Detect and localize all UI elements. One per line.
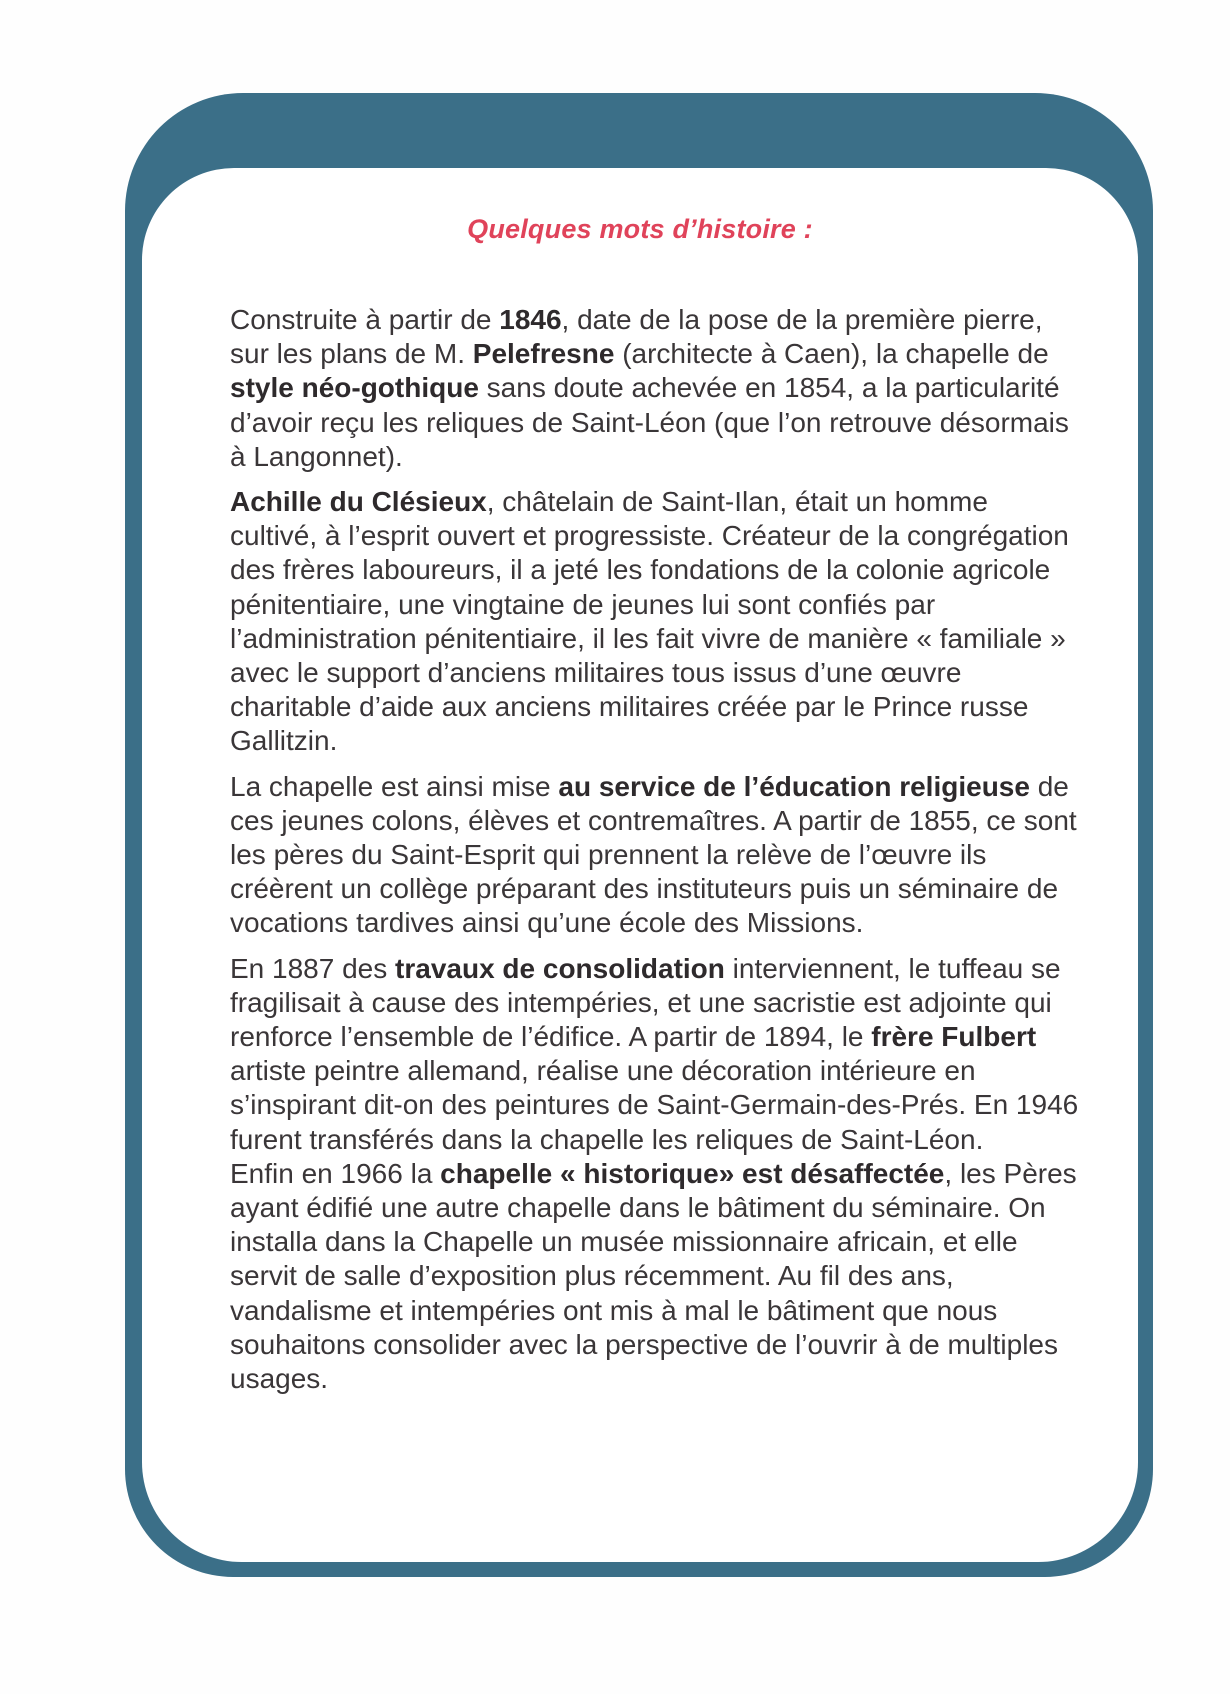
emphasized-text: 1846: [499, 304, 562, 335]
body-text: interviennent, le tuffeau se fragilisait à cause des intempéries, et une sacristie est adjointe qui renforce l’ensemble de l’édifice. A partir de 1894, le: [230, 952, 1061, 1053]
paragraph-construction: [230, 303, 1080, 474]
emphasized-text: Pelefresne: [472, 338, 615, 370]
paragraph-religious-education: [230, 770, 1080, 941]
body-text: (architecte à Caen), la chapelle de: [614, 338, 1049, 370]
section-title: Quelques mots d’histoire :: [467, 214, 813, 244]
body-text: sans doute achevée en 1854, a la particularité d’avoir reçu les reliques de Saint-Léon (que l’on retrouve désormais à Langonnet).: [230, 372, 1069, 472]
body-text: En 1887 des: [230, 952, 396, 984]
paragraph-consolidation-works: [230, 952, 1080, 1157]
body-text: , date de la pose de la première pierre, sur les plans de M.: [230, 304, 1043, 370]
body-text: Construite à partir de: [230, 304, 500, 335]
paragraph-deconsecration: [230, 1157, 1080, 1396]
emphasized-text: chapelle « historique» est désaffectée: [440, 1157, 945, 1189]
emphasized-text: frère Fulbert: [871, 1021, 1037, 1053]
body-text: de ces jeunes colons, élèves et contremaîtres. A partir de 1855, ce sont les pères du Saint-Esprit qui prennent la relève de l’œuvre ils créèrent un collège préparant des instituteurs puis un séminaire de vocations tardives ainsi qu’une école des Missions.: [230, 770, 1077, 939]
paragraph-achille-du-clesieux: [230, 485, 1080, 759]
body-text: , les Pères ayant édifié une autre chapelle dans le bâtiment du séminaire. On installa dans la Chapelle un musée missionnaire africain, et elle servit de salle d’exposition plus récemment. Au fil des ans, vandalisme et intempéries ont mis à mal le bâtiment que nous souhaitons consolider avec la perspective de l’ouvrir à de multiples usages.: [230, 1157, 1077, 1395]
emphasized-text: au service de l’éducation religieuse: [558, 770, 1030, 802]
emphasized-text: travaux de consolidation: [395, 952, 725, 984]
body-text: La chapelle est ainsi mise: [230, 770, 559, 802]
body-text: Enfin en 1966 la: [230, 1157, 441, 1189]
history-text: [230, 303, 1080, 1407]
body-text: , châtelain de Saint-Ilan, était un homme cultivé, à l’esprit ouvert et progressiste. Créateur de la congrégation des frères laboureurs, il a jeté les fondations de la colonie agricole pénitentiaire, une vingtaine de jeunes lui sont confiés par l’administration pénitentiaire, il les fait vivre de manière « familiale » avec le support d’anciens militaires tous issus d’une œuvre charitable d’aide aux anciens militaires créée par le Prince russe Gallitzin.: [230, 486, 1069, 757]
emphasized-text: Achille du Clésieux: [230, 486, 487, 518]
body-text: artiste peintre allemand, réalise une décoration intérieure en s’inspirant dit-on des peintures de Saint-Germain-des-Prés. En 1946 furent transférés dans la chapelle les reliques de Saint-Léon.: [230, 1055, 1079, 1155]
emphasized-text: style néo-gothique: [230, 372, 479, 404]
